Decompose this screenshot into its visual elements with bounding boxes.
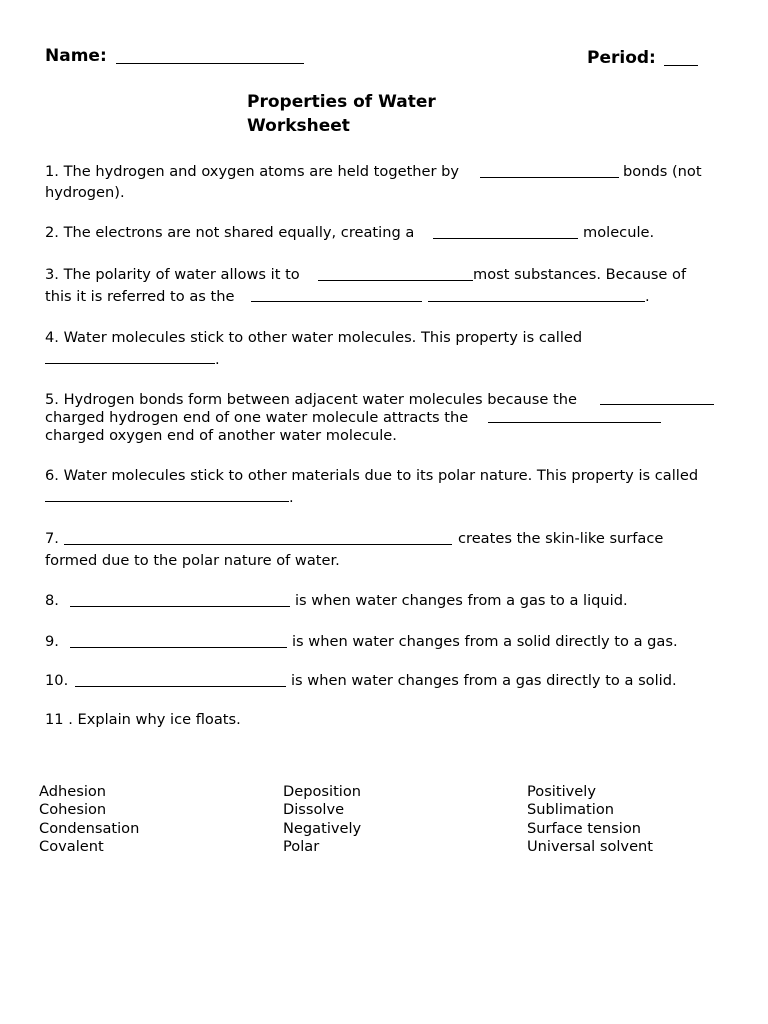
q11-text: 11 . Explain why ice floats.: [45, 711, 241, 728]
word-bank-item: Surface tension: [527, 819, 642, 837]
worksheet-title: [247, 90, 436, 138]
q7-blank[interactable]: [64, 544, 452, 545]
q2-text-post: molecule.: [583, 224, 655, 241]
title-line-1: Properties of Water: [247, 92, 436, 112]
q3-text-end: .: [645, 288, 650, 305]
q3-blank-2[interactable]: [251, 301, 422, 302]
q4-text: 4. Water molecules stick to other water molecules. This property is called: [45, 329, 583, 346]
q3-text: 3. The polarity of water allows it to: [45, 266, 300, 283]
name-blank[interactable]: [116, 63, 304, 64]
q6-text-end: .: [289, 489, 294, 506]
word-bank-column-3: [527, 783, 653, 856]
q3-blank-1[interactable]: [318, 280, 473, 281]
q1-text: 1. The hydrogen and oxygen atoms are held together by: [45, 163, 460, 180]
q7-text-cont: formed due to the polar nature of water.: [45, 552, 340, 569]
q2-text: 2. The electrons are not shared equally, creating a: [45, 224, 415, 241]
q8-text-post: is when water changes from a gas to a liquid.: [295, 592, 628, 609]
period-blank[interactable]: [664, 65, 698, 66]
q3-blank-3[interactable]: [428, 301, 645, 302]
q10-text-post: is when water changes from a gas directly to a solid.: [291, 672, 677, 689]
q9-blank[interactable]: [70, 647, 287, 648]
period-label: Period:: [587, 48, 656, 68]
q1-blank[interactable]: [480, 177, 619, 178]
word-bank-item: Sublimation: [527, 801, 614, 819]
q3-text-post: most substances. Because of: [473, 266, 687, 283]
q9-text-post: is when water changes from a solid directly to a gas.: [292, 633, 678, 650]
q7-text-post: creates the skin-like surface: [458, 530, 664, 547]
word-bank-column-2: [283, 783, 361, 856]
q6-blank[interactable]: [45, 501, 289, 502]
q4-blank[interactable]: [45, 363, 215, 364]
name-label: Name:: [45, 46, 107, 66]
q10-blank[interactable]: [75, 686, 286, 687]
q5-text-line-2: charged hydrogen end of one water molecule attracts the: [45, 409, 469, 426]
word-bank-item: Deposition: [283, 783, 362, 800]
q1-text-post: bonds (not: [623, 163, 702, 180]
q7-number: 7.: [45, 530, 59, 547]
q2-blank[interactable]: [433, 238, 578, 239]
word-bank-item: Universal solvent: [527, 837, 654, 855]
word-bank-item: Negatively: [283, 819, 362, 837]
word-bank-item: Polar: [283, 837, 320, 855]
word-bank-item: Dissolve: [283, 801, 345, 819]
q6-text: 6. Water molecules stick to other materials due to its polar nature. This property is called: [45, 467, 699, 484]
word-bank-column-1: [39, 783, 139, 856]
q5-text-line-1: 5. Hydrogen bonds form between adjacent water molecules because the: [45, 391, 577, 408]
q5-text-line-3: charged oxygen end of another water molecule.: [45, 427, 397, 444]
word-bank-item: Positively: [527, 783, 596, 800]
q5-blank-1[interactable]: [600, 404, 714, 405]
q5-blank-2[interactable]: [488, 422, 661, 423]
q3-text-cont: this it is referred to as the: [45, 288, 235, 305]
q10-number: 10.: [45, 672, 69, 689]
word-bank-item: Covalent: [39, 837, 104, 855]
title-line-2: Worksheet: [247, 116, 350, 136]
q1-text-cont: hydrogen).: [45, 184, 125, 201]
q4-text-end: .: [215, 351, 220, 368]
word-bank-item: Cohesion: [39, 801, 107, 819]
q9-number: 9.: [45, 633, 59, 650]
word-bank-item: Adhesion: [39, 783, 107, 800]
q8-blank[interactable]: [70, 606, 290, 607]
q8-number: 8.: [45, 592, 59, 609]
word-bank-item: Condensation: [39, 819, 140, 837]
